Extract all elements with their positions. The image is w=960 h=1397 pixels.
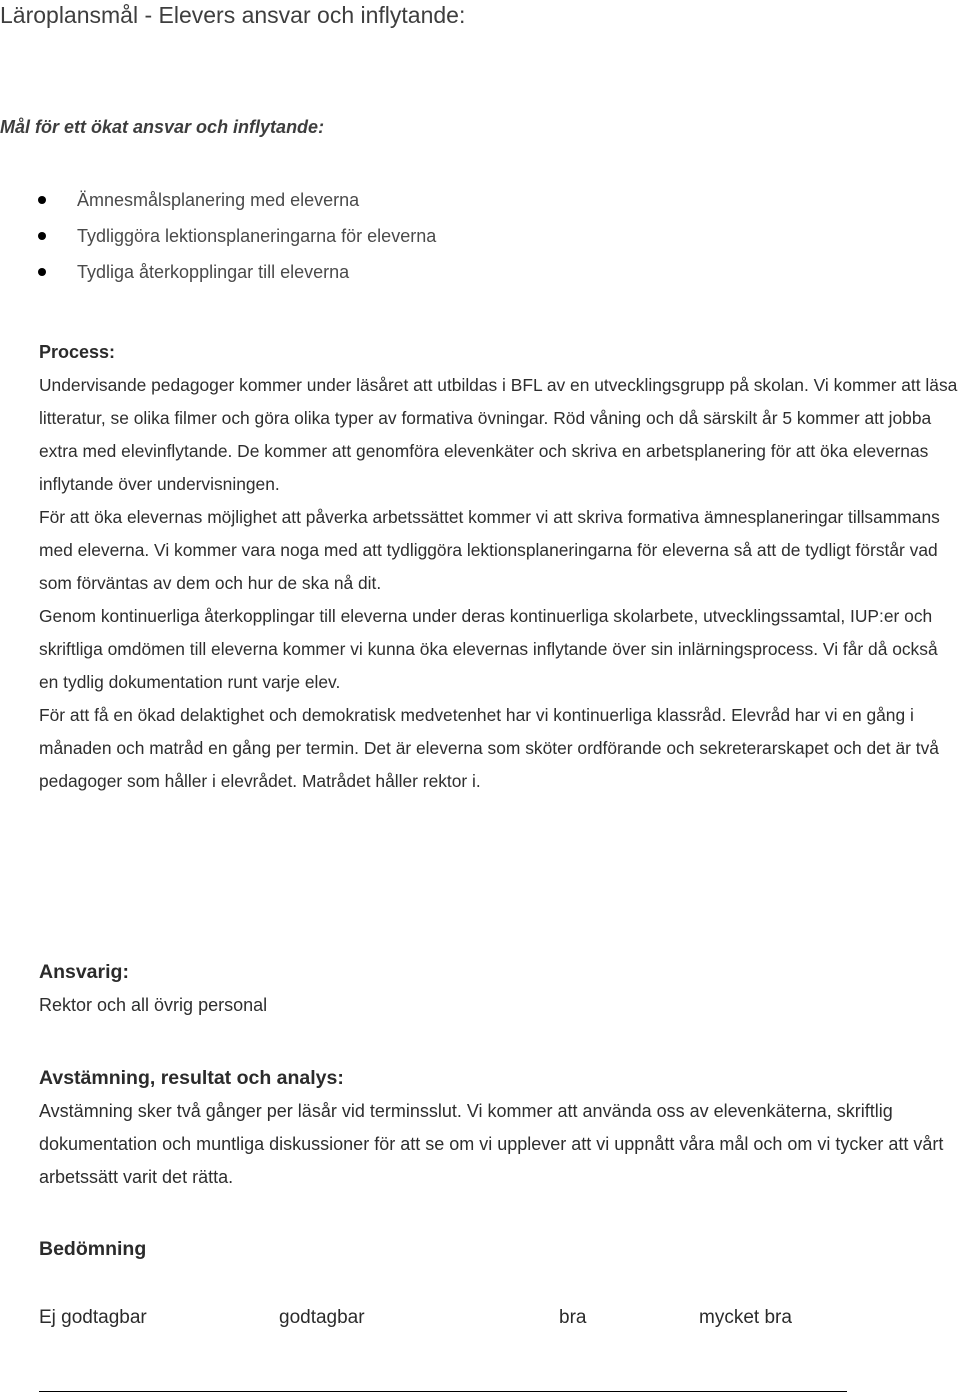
responsible-section	[39, 956, 960, 1022]
assessment-heading: Bedömning	[39, 1238, 147, 1260]
list-item-text: Tydliggöra lektionsplaneringarna för eleverna	[77, 226, 437, 246]
goals-heading: Mål för ett ökat ansvar och inflytande:	[0, 117, 325, 137]
rating-line	[39, 1391, 847, 1392]
document-title: Läroplansmål - Elevers ansvar och inflytande:	[0, 2, 466, 28]
grade-good: bra	[559, 1307, 587, 1328]
list-item	[0, 254, 436, 290]
bullet-icon	[38, 232, 46, 240]
grade-pass: godtagbar	[279, 1307, 365, 1328]
process-paragraph-4: För att få en ökad delaktighet och demokratisk medvetenhet har vi kontinuerliga klassråd. Elevråd har vi en gång i månaden och matråd en gång per termin. Det är eleverna som sköter ordförande och sekreterarskapet och det är två pedagoger som håller i elevrådet. Matrådet håller rektor i.	[39, 705, 939, 791]
process-paragraph-1: Undervisande pedagoger kommer under läsåret att utbildas i BFL av en utvecklingsgrupp på skolan. Vi kommer att läsa litteratur, se olika filmer och göra olika typer av formativa övningar. Röd våning och då särskilt år 5 kommer att jobba extra med elevinflytande. De kommer att genomföra elevenkäter och skriva en arbetsplanering för att öka elevernas inflytande över undervisningen.	[39, 375, 958, 494]
process-paragraph-3: Genom kontinuerliga återkopplingar till eleverna under deras kontinuerliga skolarbete, utvecklingssamtal, IUP:er och skriftliga omdömen till eleverna kommer vi kunna öka elevernas inflytande över sin inlärningsprocess. Vi får då också en tydlig dokumentation runt varje elev.	[39, 606, 938, 692]
grade-fail: Ej godtagbar	[39, 1307, 147, 1328]
grade-scale	[39, 1301, 939, 1334]
grade-very-good: mycket bra	[699, 1307, 792, 1328]
process-paragraph-2: För att öka elevernas möjlighet att påverka arbetssättet kommer vi att skriva formativa ämnesplaneringar tillsammans med eleverna. Vi kommer vara noga med att tydliggöra lektionsplaneringarna för eleverna så att de tydligt förstår vad som förväntas av dem och hur de ska nå dit.	[39, 507, 940, 593]
bullet-icon	[38, 268, 46, 276]
process-section	[39, 336, 960, 798]
responsible-heading: Ansvarig:	[39, 961, 129, 983]
list-item	[0, 218, 436, 254]
evaluation-text: Avstämning sker två gånger per läsår vid terminsslut. Vi kommer att använda oss av elevenkäterna, skriftlig dokumentation och muntliga diskussioner för att se om vi upplever att vi uppnått våra mål och om vi tycker att vårt arbetssätt varit det rätta.	[39, 1101, 944, 1187]
assessment-section	[39, 1233, 960, 1266]
evaluation-heading: Avstämning, resultat och analys:	[39, 1067, 344, 1089]
list-item-text: Tydliga återkopplingar till eleverna	[77, 262, 350, 282]
goals-list	[0, 182, 436, 290]
list-item-text: Ämnesmålsplanering med eleverna	[77, 190, 360, 210]
list-item	[0, 182, 436, 218]
evaluation-section	[39, 1062, 960, 1194]
bullet-icon	[38, 196, 46, 204]
responsible-text: Rektor och all övrig personal	[39, 995, 268, 1015]
process-heading: Process:	[39, 342, 116, 362]
